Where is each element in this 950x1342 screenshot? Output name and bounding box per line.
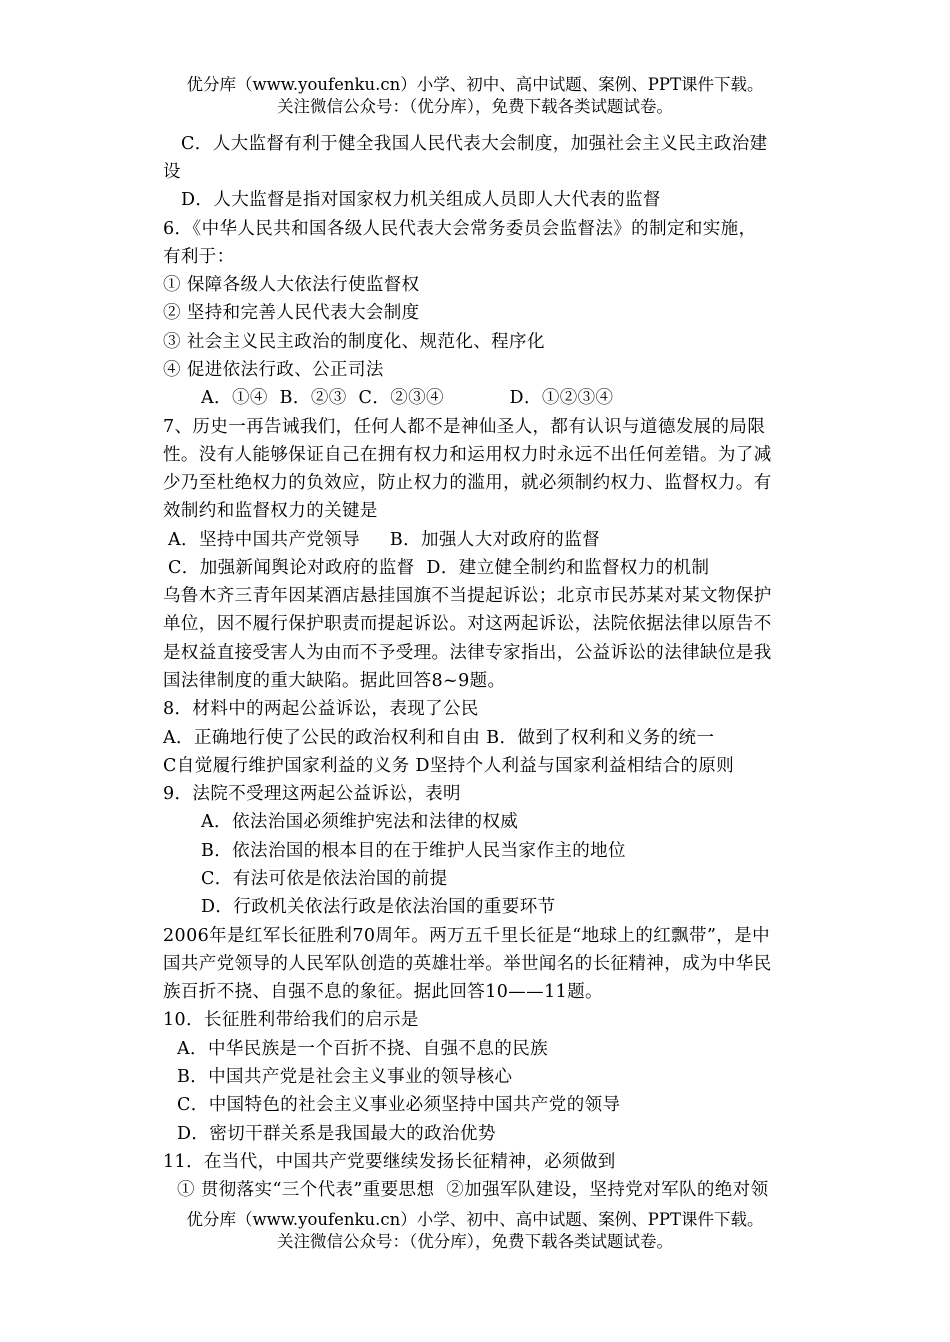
material-10-11-cont-2: 族百折不挠、自强不息的象征。据此回答10——11题。 [163, 982, 603, 1002]
q9-option-a: A．依法治国必须维护宪法和法律的权威 [201, 812, 519, 832]
question-11: 11．在当代，中国共产党要继续发扬长征精神，必须做到 [163, 1152, 616, 1172]
q6-item-3: ③ 社会主义民主政治的制度化、规范化、程序化 [163, 332, 545, 352]
q6-options: A．①④ B．②③ C．②③④ D．①②③④ [201, 388, 614, 408]
q6-item-2: ② 坚持和完善人民代表大会制度 [163, 303, 420, 323]
header-line-1: 优分库（www.youfenku.cn）小学、初中、高中试题、案例、PPT课件下载。 [186, 75, 764, 94]
question-7-cont-1: 性。没有人能够保证自己在拥有权力和运用权力时永远不出任何差错。为了减 [163, 445, 772, 465]
q9-option-b: B．依法治国的根本目的在于维护人民当家作主的地位 [201, 841, 626, 861]
material-10-11: 2006年是红军长征胜利70周年。两万五千里长征是“地球上的红飘带”，是中 [163, 926, 770, 946]
q9-option-d: D．行政机关依法行政是依法治国的重要环节 [201, 897, 556, 917]
q11-items: ① 贯彻落实“三个代表”重要思想 ②加强军队建设，坚持党对军队的绝对领 [177, 1180, 769, 1200]
q10-option-a: A．中华民族是一个百折不挠、自强不息的民族 [177, 1039, 549, 1059]
option-5c-cont: 设 [163, 162, 181, 182]
question-7: 7、历史一再告诫我们，任何人都不是神仙圣人，都有认识与道德发展的局限 [163, 417, 766, 437]
question-6-cont: 有利于： [163, 247, 235, 267]
option-5d: D．人大监督是指对国家权力机关组成人员即人大代表的监督 [181, 190, 661, 210]
material-8-9: 乌鲁木齐三青年因某酒店悬挂国旗不当提起诉讼；北京市民苏某对某文物保护 [163, 586, 772, 606]
material-8-9-cont-3: 国法律制度的重大缺陷。据此回答8~9题。 [163, 671, 506, 691]
question-8: 8．材料中的两起公益诉讼，表现了公民 [163, 699, 479, 719]
q10-option-c: C．中国特色的社会主义事业必须坚持中国共产党的领导 [177, 1095, 621, 1115]
question-7-cont-3: 效制约和监督权力的关键是 [163, 501, 378, 521]
q6-item-1: ① 保障各级人大依法行使监督权 [163, 275, 420, 295]
question-10: 10．长征胜利带给我们的启示是 [163, 1010, 419, 1030]
footer-line-1: 优分库（www.youfenku.cn）小学、初中、高中试题、案例、PPT课件下载。 [186, 1210, 764, 1229]
material-8-9-cont-1: 单位，因不履行保护职责而提起诉讼。对这两起诉讼，法院依据法律以原告不 [163, 614, 772, 634]
footer-line-2: 关注微信公众号：（优分库），免费下载各类试题试卷。 [277, 1232, 673, 1251]
material-10-11-cont-1: 国共产党领导的人民军队创造的英雄壮举。举世闻名的长征精神，成为中华民 [163, 954, 772, 974]
q10-option-b: B．中国共产党是社会主义事业的领导核心 [177, 1067, 513, 1087]
question-7-cont-2: 少乃至杜绝权力的负效应，防止权力的滥用，就必须制约权力、监督权力。有 [163, 473, 772, 493]
q10-option-d: D．密切干群关系是我国最大的政治优势 [177, 1124, 496, 1144]
q8-options-ab: A．正确地行使了公民的政治权利和自由 B．做到了权利和义务的统一 [163, 728, 715, 748]
header-line-2: 关注微信公众号：（优分库），免费下载各类试题试卷。 [277, 97, 673, 116]
q7-options-ab: A．坚持中国共产党领导 B．加强人大对政府的监督 [168, 530, 601, 550]
q9-option-c: C．有法可依是依法治国的前提 [201, 869, 448, 889]
q7-options-cd: C．加强新闻舆论对政府的监督 D．建立健全制约和监督权力的机制 [168, 558, 710, 578]
q8-options-cd: C自觉履行维护国家利益的义务 D坚持个人利益与国家利益相结合的原则 [163, 756, 735, 776]
question-6: 6．《中华人民共和国各级人民代表大会常务委员会监督法》的制定和实施， [163, 219, 757, 239]
question-9: 9．法院不受理这两起公益诉讼，表明 [163, 784, 461, 804]
option-5c: C．人大监督有利于健全我国人民代表大会制度，加强社会主义民主政治建 [181, 134, 768, 154]
material-8-9-cont-2: 是权益直接受害人为由而不予受理。法律专家指出，公益诉讼的法律缺位是我 [163, 643, 772, 663]
q6-item-4: ④ 促进依法行政、公正司法 [163, 360, 384, 380]
